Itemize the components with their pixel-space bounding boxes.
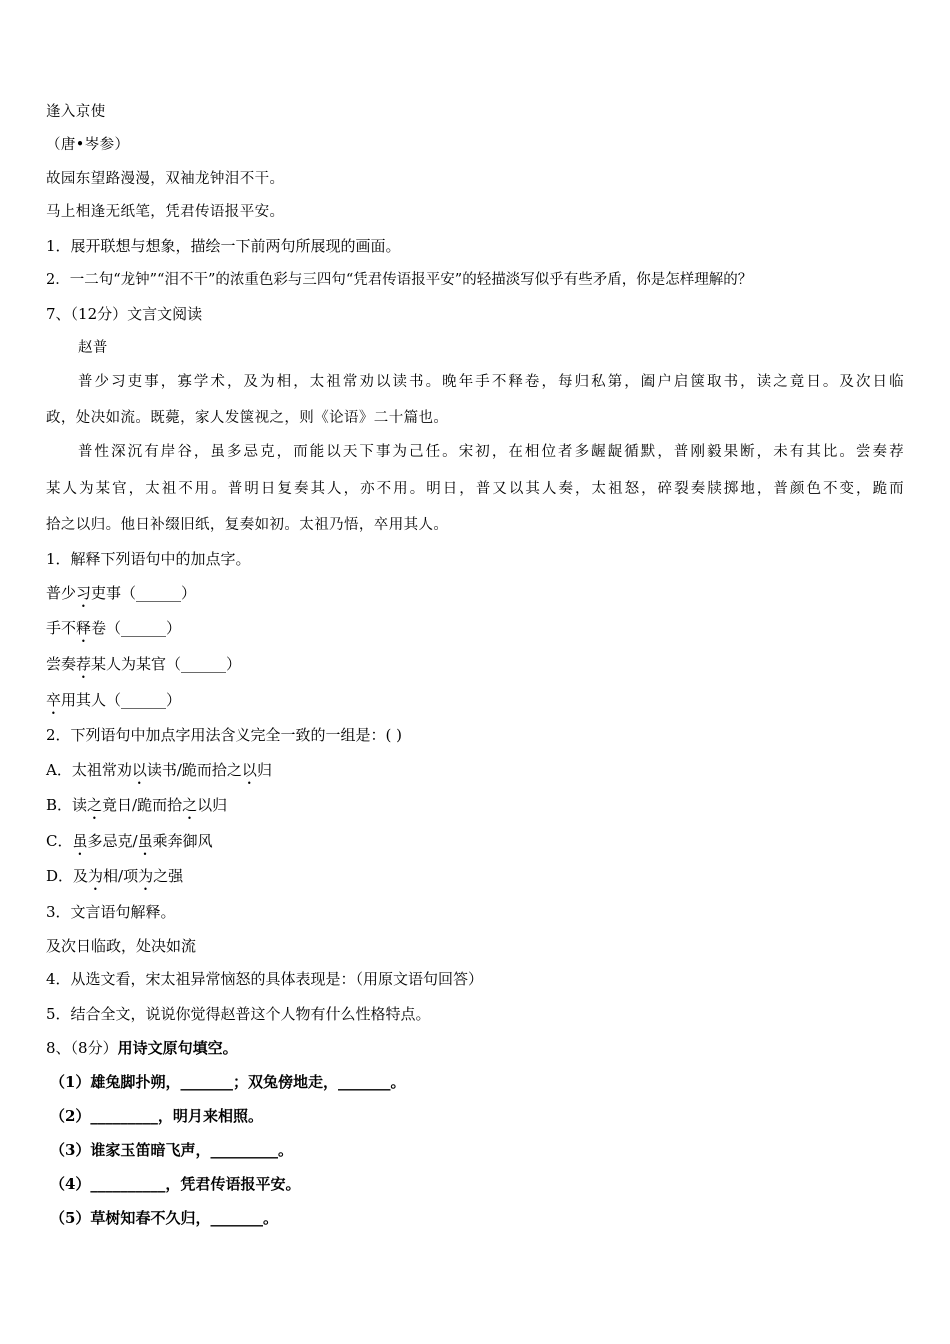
dotted-character: 习 (76, 584, 92, 602)
question-4: 4．从选文看，宋太祖异常恼怒的具体表现是：（用原文语句回答） (46, 970, 484, 988)
option-text: 相/项 (103, 867, 139, 885)
item-text: 普少 (46, 584, 77, 602)
dotted-character: 以 (131, 761, 147, 779)
option-text: 以归 (197, 796, 228, 814)
passage-paragraph-2-line-3: 拾之以归。他日补缀旧纸，复奏如初。太祖乃悟，卒用其人。 (46, 517, 449, 533)
dotted-character: 之 (182, 796, 198, 814)
option-text: 乘奔御风 (152, 832, 213, 850)
option-a (46, 760, 272, 788)
fill-blank-item-4: （4）__________，凭君传语报平安。 (50, 1175, 301, 1193)
option-text: B．读 (46, 796, 88, 814)
option-text: C． (46, 832, 73, 850)
poem-question-2: 2．一二句“龙钟”“泪不干”的浓重色彩与三四句“凭君传语报平安”的轻描淡写似乎有些矛盾，你是怎样理解的？ (46, 272, 753, 288)
dotted-character: 为 (138, 867, 154, 885)
dotted-character: 虽 (72, 832, 88, 850)
poem-question-1: 1．展开联想与想象，描绘一下前两句所展现的画面。 (46, 237, 401, 255)
option-text: D．及 (46, 867, 89, 885)
item-text: 尝奏 (46, 655, 77, 673)
poem-title: 逢入京使 (46, 104, 106, 120)
passage-title: 赵普 (78, 340, 108, 356)
section-7-heading: 7、（12分）文言文阅读 (46, 305, 203, 323)
passage-paragraph-1-line-2: 政，处决如流。既薨，家人发箧视之，则《论语》二十篇也。 (46, 410, 449, 426)
section-8-instruction: 用诗文原句填空。 (117, 1039, 238, 1057)
option-d (46, 866, 183, 894)
option-b (46, 795, 227, 823)
question-2: 2．下列语句中加点字用法含义完全一致的一组是：( ) (46, 726, 403, 744)
item-text: 手不 (46, 619, 77, 637)
item-text-blank: 卷（______） (91, 619, 182, 637)
question-1-item (46, 690, 181, 718)
passage-paragraph-1-line-1: 普少习吏事，寡学术，及为相，太祖常劝以读书。晚年手不释卷，每归私第，阖户启箧取书，读之竟日。及次日临 (78, 374, 904, 390)
dotted-character: 荐 (76, 655, 92, 673)
question-3: 3．文言语句解释。 (46, 903, 176, 921)
passage-paragraph-2-line-1: 普性深沉有岸谷，虽多忌克，而能以天下事为己任。宋初，在相位者多龌龊循默，普刚毅果断，未有其比。尝奏荐 (78, 444, 904, 460)
fill-blank-item-3: （3）谁家玉笛暗飞声，_________。 (50, 1141, 293, 1159)
question-1-item (46, 654, 241, 682)
question-3-sentence: 及次日临政，处决如流 (46, 937, 197, 955)
fill-blank-item-2: （2）_________，明月来相照。 (50, 1107, 263, 1125)
question-5: 5．结合全文，说说你觉得赵普这个人物有什么性格特点。 (46, 1005, 431, 1023)
option-text: 之强 (153, 867, 184, 885)
dotted-character: 卒 (46, 691, 62, 709)
poem-author: （唐•岑参） (46, 137, 130, 153)
item-text-blank: 吏事（______） (91, 584, 197, 602)
item-text-blank: 某人为某官（______） (91, 655, 242, 673)
option-text: A．太祖常劝 (46, 761, 132, 779)
option-c (46, 831, 213, 859)
poem-line-1: 故园东望路漫漫，双袖龙钟泪不干。 (46, 171, 285, 187)
fill-blank-item-1: （1）雄兔脚扑朔，_______；双兔傍地走，_______。 (50, 1073, 406, 1091)
fill-blank-item-5: （5）草树知春不久归，_______。 (50, 1209, 278, 1227)
dotted-character: 为 (88, 867, 104, 885)
question-1-item (46, 583, 196, 611)
passage-paragraph-2-line-2: 某人为某官，太祖不用。普明日复奏其人，亦不用。明日，普又以其人奏，太祖怒，碎裂奏牍掷地，普颜色不变，跪而 (46, 481, 904, 497)
section-8-heading (46, 1038, 238, 1058)
item-text-blank: 用其人（______） (61, 691, 182, 709)
dotted-character: 虽 (137, 832, 153, 850)
option-text: 读书/跪而拾之 (146, 761, 242, 779)
dotted-character: 释 (76, 619, 92, 637)
question-1-item (46, 618, 181, 646)
dotted-character: 以 (241, 761, 257, 779)
dotted-character: 之 (87, 796, 103, 814)
question-1: 1．解释下列语句中的加点字。 (46, 550, 251, 568)
option-text: 归 (256, 761, 272, 779)
option-text: 多忌克/ (87, 832, 138, 850)
section-8-score: 8、（8分） (46, 1039, 118, 1057)
poem-line-2: 马上相逢无纸笔，凭君传语报平安。 (46, 204, 285, 220)
option-text: 竟日/跪而拾 (102, 796, 183, 814)
